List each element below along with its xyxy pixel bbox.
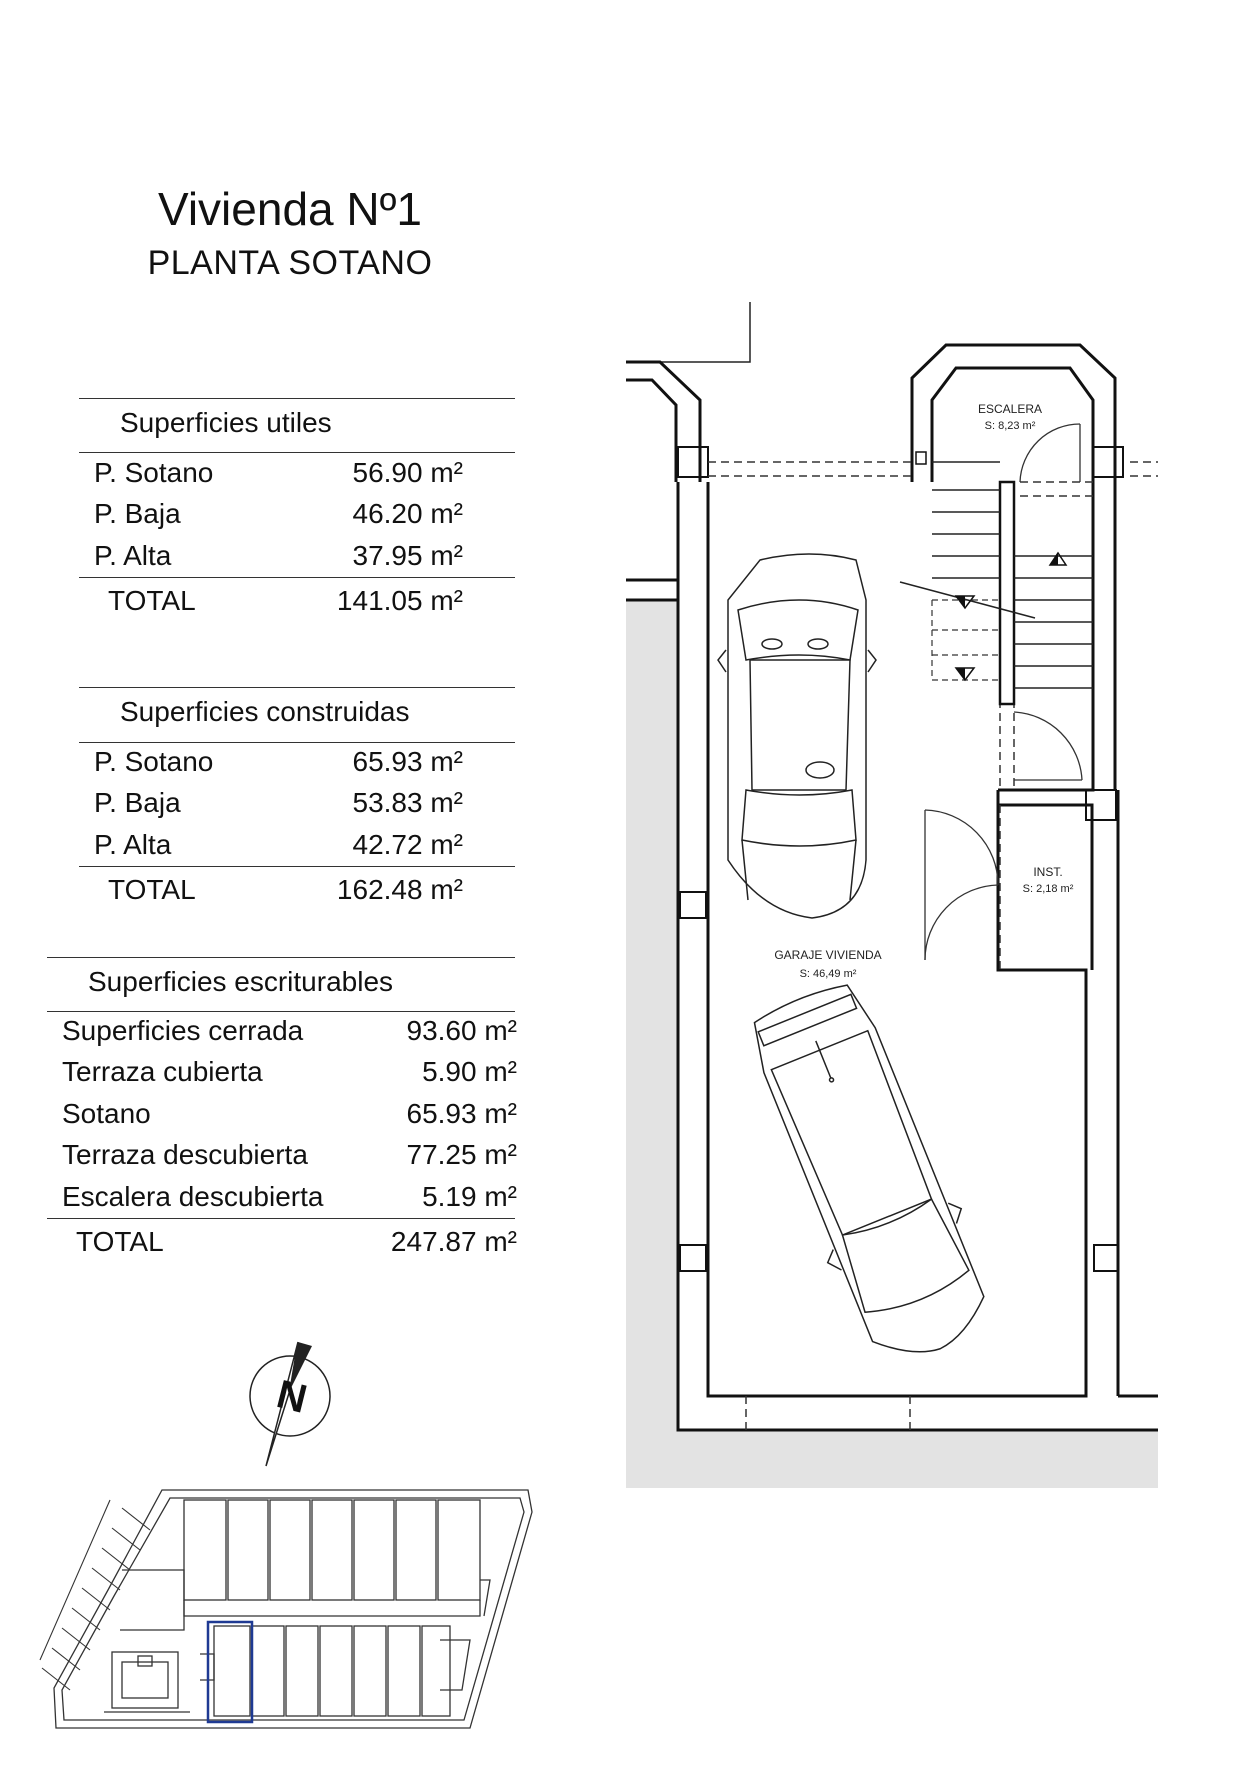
section-heading-construidas: Superficies construidas — [120, 696, 410, 727]
column — [678, 447, 708, 477]
row-label: Superficies cerrada — [62, 1015, 304, 1046]
row-label: P. Alta — [94, 540, 172, 571]
car-bottom — [732, 972, 1007, 1375]
section-heading-escriturables: Superficies escriturables — [88, 966, 394, 997]
door-swing — [1014, 712, 1082, 780]
row-label: P. Sotano — [94, 457, 214, 488]
car-top — [718, 554, 876, 918]
column — [680, 892, 706, 918]
row-label: Escalera descubierta — [62, 1181, 324, 1212]
wall — [626, 580, 678, 600]
column — [1093, 447, 1123, 477]
door-swing — [925, 885, 998, 960]
wall-inner — [708, 482, 1086, 1396]
ground-fill-bottom — [678, 1430, 1158, 1488]
row-value: 5.90 m² — [422, 1056, 517, 1087]
garage-area: S: 46,49 m² — [799, 968, 857, 980]
inst-label: INST. — [1033, 865, 1063, 879]
ground-fill-left — [626, 600, 678, 1488]
row-value: 93.60 m² — [406, 1015, 517, 1046]
row-label: Sotano — [62, 1098, 151, 1129]
stair-area: S: 8,23 m² — [984, 420, 1036, 432]
stair-label: ESCALERA — [977, 402, 1043, 416]
page-title: Vivienda Nº1 — [157, 183, 422, 235]
total-value: 162.48 m² — [336, 874, 463, 905]
inst-area: S: 2,18 m² — [1022, 883, 1074, 895]
section-heading-utiles: Superficies utiles — [120, 407, 332, 438]
page-subtitle: PLANTA SOTANO — [147, 244, 433, 282]
compass-letter: N — [272, 1372, 312, 1422]
total-value: 141.05 m² — [336, 585, 463, 616]
garage-label: GARAJE VIVIENDA — [774, 948, 882, 962]
row-value: 37.95 m² — [352, 540, 463, 571]
wall — [626, 380, 676, 482]
total-label: TOTAL — [76, 1226, 164, 1257]
stair-wall — [1000, 482, 1014, 704]
row-label: Terraza descubierta — [62, 1139, 308, 1170]
total-label: TOTAL — [108, 585, 196, 616]
north-compass-icon — [250, 1342, 330, 1466]
boundary-line — [626, 302, 750, 362]
column — [1094, 1245, 1118, 1271]
door-swing — [925, 810, 998, 885]
row-label: P. Sotano — [94, 746, 214, 777]
row-label: P. Baja — [94, 787, 181, 818]
row-value: 46.20 m² — [352, 498, 463, 529]
row-value: 42.72 m² — [352, 829, 463, 860]
total-label: TOTAL — [108, 874, 196, 905]
row-value: 77.25 m² — [406, 1139, 517, 1170]
row-value: 53.83 m² — [352, 787, 463, 818]
site-plan — [40, 1490, 532, 1728]
column — [680, 1245, 706, 1271]
row-value: 65.93 m² — [406, 1098, 517, 1129]
row-value: 56.90 m² — [352, 457, 463, 488]
row-label: Terraza cubierta — [62, 1056, 263, 1087]
row-label: P. Baja — [94, 498, 181, 529]
row-value: 65.93 m² — [352, 746, 463, 777]
row-label: P. Alta — [94, 829, 172, 860]
total-value: 247.87 m² — [390, 1226, 517, 1257]
door-swing — [1020, 424, 1080, 482]
row-value: 5.19 m² — [422, 1181, 517, 1212]
